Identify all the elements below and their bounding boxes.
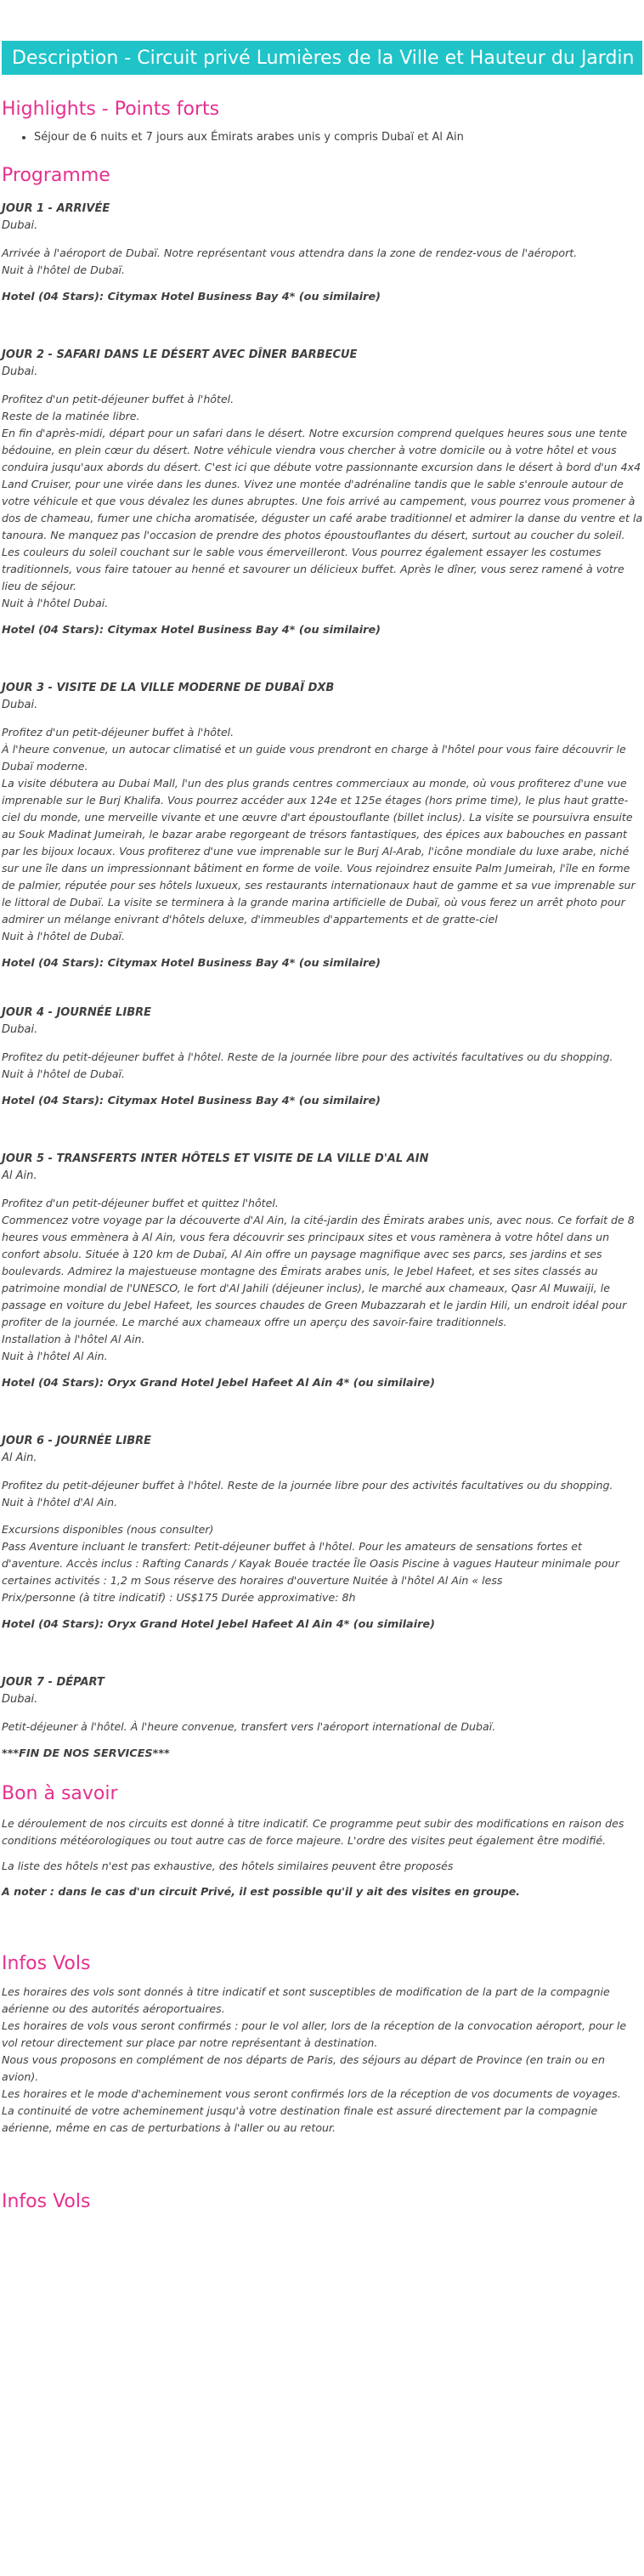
day-hotel: Hotel (04 Stars): Oryx Grand Hotel Jebel Hafeet Al Ain 4* (ou similaire) — [2, 1377, 435, 1390]
day-title: JOUR 5 - TRANSFERTS INTER HÔTELS ET VISITE DE LA VILLE D'AL AIN — [2, 1152, 429, 1165]
day-2 — [2, 347, 644, 665]
bon-a-savoir-paragraph: La liste des hôtels n'est pas exhaustive, des hôtels similaires peuvent être proposés — [2, 1860, 454, 1872]
day-description: Profitez du petit-déjeuner buffet à l'hôtel. Reste de la journée libre pour des activités facultatives ou du shopping. Nuit à l'hôtel de Dubaï. — [2, 1050, 613, 1080]
day-hotel: Hotel (04 Stars): Citymax Hotel Business Bay 4* (ou similaire) — [2, 291, 381, 303]
day-location: Dubai. — [2, 1023, 38, 1036]
day-excursions: Excursions disponibles (nous consulter) Pass Aventure incluant le transfert: Petit-déjeuner buffet à l'hôtel. Pour les amateurs de sensations fortes et d'aventure. Accès inclus : Rafting Canards / Kayak Bouée tractée Île Oasis Piscine à vagues Hauteur minimale pour certaines activités : 1,2 m Sous réserve des horaires d'ouverture Nuitée à l'hôtel Al Ain « less Prix/personne (à titre indicatif) : US$175 Durée approximative: 8h — [2, 1523, 619, 1604]
bon-a-savoir-paragraph: Le déroulement de nos circuits est donné à titre indicatif. Ce programme peut subir des modifications en raison des conditions météorologiques ou tout autre cas de force majeure. L'ordre des visites peut également être modifié. — [2, 1817, 624, 1847]
day-description: Arrivée à l'aéroport de Dubaï. Notre représentant vous attendra dans la zone de rendez-vous de l'aéroport. Nuit à l'hôtel de Dubaï. — [2, 246, 578, 276]
day-description: Petit-déjeuner à l'hôtel. À l'heure convenue, transfert vers l'aéroport international de Dubaï. — [2, 1720, 496, 1733]
day-location: Dubai. — [2, 219, 38, 232]
day-title: JOUR 2 - SAFARI DANS LE DÉSERT AVEC DÎNER BARBECUE — [2, 348, 358, 361]
bon-a-savoir-note: A noter : dans le cas d'un circuit Privé, il est possible qu'il y ait des visites en groupe. — [2, 1885, 521, 1898]
day-7 — [2, 1674, 644, 1735]
bon-a-savoir-heading: Bon à savoir — [2, 1783, 118, 1804]
infos-vols-section-2 — [2, 2189, 644, 2215]
day-location: Al Ain. — [2, 1452, 37, 1464]
bon-a-savoir-section — [2, 1781, 644, 1900]
day-title: JOUR 4 - JOURNÉE LIBRE — [2, 1006, 152, 1019]
end-of-services: ***FIN DE NOS SERVICES*** — [2, 1747, 170, 1760]
day-description: Profitez d'un petit-déjeuner buffet à l'hôtel. Reste de la matinée libre. En fin d'après-midi, départ pour un safari dans le désert. Notre excursion comprend quelques heures sous une tente bédouine, en plein cœur du désert. Notre véhicule viendra vous chercher à votre domicile ou à votre hôtel et vous conduira jusqu'aux abords du désert. C'est ici que débute votre passionnante excursion dans le désert à bord d'un 4x4 Land Cruiser, pour une virée dans les dunes. Vivez une montée d'adrénaline tandis que le sable s'enroule autour de votre véhicule et que vous dévalez les dunes abruptes. Une fois arrivé au campement, vous pourrez vous promener à dos de chameau, fumer une chicha aromatisée, déguster un café arabe traditionnel et admirer la danse du ventre et la tanoura. Ne manquez pas l'occasion de prendre des photos époustouflantes du désert, surtout au coucher du soleil. Les couleurs du soleil couchant sur le sable vous émerveilleront. Vous pourrez également essayer les costumes traditionnels, vous faire tatouer au henné et savourer un délicieux buffet. Après le dîner, vous serez ramené à votre lieu de séjour. Nuit à l'hôtel Dubai. — [2, 393, 643, 609]
day-hotel: Hotel (04 Stars): Citymax Hotel Business Bay 4* (ou similaire) — [2, 624, 381, 637]
day-4 — [2, 1005, 644, 1135]
description-banner: Description - Circuit privé Lumières de la Ville et Hauteur du Jardin — [2, 41, 642, 75]
page — [0, 41, 644, 2215]
day-title: JOUR 6 - JOURNÉE LIBRE — [2, 1435, 152, 1447]
day-location: Dubai. — [2, 1693, 38, 1706]
day-title: JOUR 3 - VISITE DE LA VILLE MODERNE DE DUBAÏ DXB — [2, 682, 335, 694]
day-description: Profitez d'un petit-déjeuner buffet à l'hôtel. À l'heure convenue, un autocar climatisé et un guide vous prendront en charge à l'hôtel pour vous faire découvrir le Dubaï moderne. La visite débutera au Dubai Mall, l'un des plus grands centres commerciaux au monde, où vous profiterez d'une vue imprenable sur le Burj Khalifa. Vous pourrez accéder aux 124e et 125e étages (hors prime time), le plus haut gratte-ciel du monde, une merveille vivante et une œuvre d'art époustouflante (billet inclus). La visite se poursuivra ensuite au Souk Madinat Jumeirah, le bazar arabe regorgeant de trésors fantastiques, des épices aux babouches en passant par les bijoux locaux. Vous profiterez d'une vue imprenable sur le Burj Al-Arab, l'icône mondiale du luxe arabe, niché sur une île dans un impressionnant bâtiment en forme de voile. Vous rejoindrez ensuite Palm Jumeirah, l'île en forme de palmier, réputée pour ses hôtels luxueux, ses restaurants internationaux haut de gamme et sa vue imprenable sur le littoral de Dubaï. La visite se terminera à la grande marina artificielle de Dubaï, où vous ferez un arrêt photo pour admirer un mélange enivrant d'hôtels deluxe, d'immeubles d'appartements et de gratte-ciel Nuit à l'hôtel de Dubaï. — [2, 726, 636, 943]
day-title: JOUR 7 - DÉPART — [2, 1676, 105, 1689]
highlights-list — [2, 129, 644, 146]
day-description: Profitez d'un petit-déjeuner buffet et quittez l'hôtel. Commencez votre voyage par la découverte d'Al Ain, la cité-jardin des Émirats arabes unis, avec nous. Ce forfait de 8 heures vous emmènera à Al Ain, vous fera découvrir ses principaux sites et vous ramènera à votre hôtel dans un confort absolu. Située à 120 km de Dubaï, Al Ain offre un paysage magnifique avec ses parcs, ses jardins et ses boulevards. Admirez la majestueuse montagne des Émirats arabes unis, le Jebel Hafeet, et ses sites classés au patrimoine mondial de l'UNESCO, le fort d'Al Jahili (déjeuner inclus), le marché aux chameaux, Qasr Al Muwaiji, le passage en voiture du Jebel Hafeet, les sources chaudes de Green Mubazzarah et le jardin Hili, un endroit idéal pour profiter de la journée. Le marché aux chameaux offre un aperçu des savoir-faire traditionnels. Installation à l'hôtel Al Ain. Nuit à l'hôtel Al Ain. — [2, 1197, 635, 1362]
infos-vols-text: Les horaires des vols sont donnés à titre indicatif et sont susceptibles de modification de la part de la compagnie aérienne ou des autorités aéroportuaires. Les horaires de vols vous seront confirmés : pour le vol aller, lors de la réception de la convocation aéroport, pour le vol retour directement sur place par notre représentant à destination. Nous vous proposons en complément de nos départs de Paris, des séjours au départ de Province (en train ou en avion). Les horaires et le mode d'acheminement vous seront confirmés lors de la réception de vos documents de voyages. La continuité de votre acheminement jusqu'à votre destination finale est assuré directement par la compagnie aérienne, même en cas de perturbations à l'aller ou au retour. — [2, 1985, 627, 2134]
highlights-item: • Séjour de 6 nuits et 7 jours aux Émirats arabes unis y compris Dubaï et Al Ain — [34, 129, 644, 146]
day-hotel: Hotel (04 Stars): Citymax Hotel Business Bay 4* (ou similaire) — [2, 957, 381, 970]
day-hotel: Hotel (04 Stars): Citymax Hotel Business Bay 4* (ou similaire) — [2, 1095, 381, 1107]
day-5 — [2, 1151, 644, 1418]
day-location: Dubai. — [2, 699, 38, 711]
highlights-section — [2, 97, 644, 146]
programme-heading: Programme — [2, 165, 110, 186]
day-location: Dubai. — [2, 365, 38, 378]
day-hotel: Hotel (04 Stars): Oryx Grand Hotel Jebel Hafeet Al Ain 4* (ou similaire) — [2, 1618, 435, 1631]
day-3 — [2, 680, 644, 989]
infos-vols-heading-2: Infos Vols — [2, 2191, 91, 2212]
day-1 — [2, 201, 644, 331]
infos-vols-heading: Infos Vols — [2, 1953, 91, 1974]
day-description: Profitez du petit-déjeuner buffet à l'hôtel. Reste de la journée libre pour des activités facultatives ou du shopping. Nuit à l'hôtel d'Al Ain. — [2, 1479, 613, 1509]
day-title: JOUR 1 - ARRIVÉE — [2, 202, 110, 215]
highlights-heading: Highlights - Points forts — [2, 99, 220, 120]
programme-section — [2, 163, 644, 1763]
day-location: Al Ain. — [2, 1169, 37, 1182]
day-6 — [2, 1433, 644, 1659]
infos-vols-section — [2, 1951, 644, 2137]
